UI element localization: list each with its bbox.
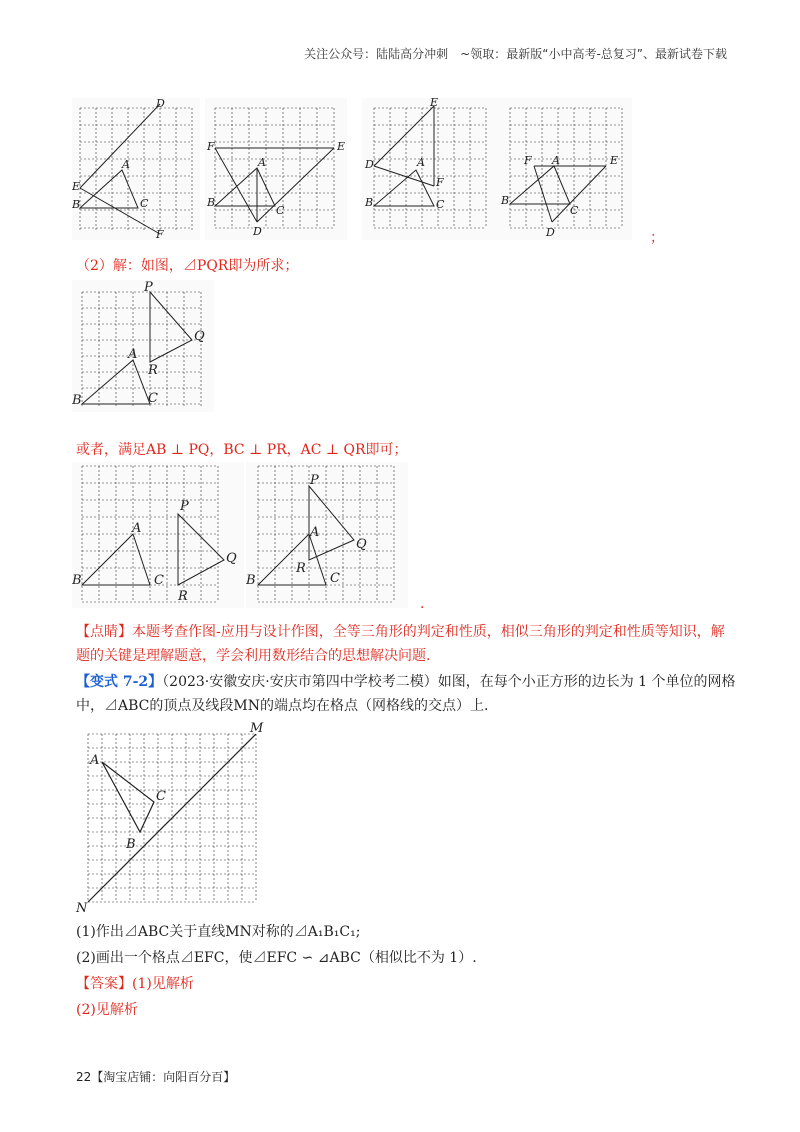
label-E: E — [430, 98, 439, 109]
label-P: P — [144, 280, 153, 295]
label-C: C — [330, 571, 340, 586]
part2-line1: （2）解：如图，⊿PQR即为所求； — [76, 258, 299, 274]
label-A: A — [90, 753, 100, 768]
label-F: F — [207, 140, 215, 153]
label-E: E — [610, 154, 619, 167]
label-Q: Q — [226, 551, 237, 566]
comment-text1: 本题考查作图-应用与设计作图，全等三角形的判定和性质，相似三角形的判定和性质等知识，解 — [132, 624, 725, 640]
label-F: F — [524, 154, 532, 167]
label-C: C — [436, 198, 445, 211]
answer-line1 — [76, 974, 194, 994]
label-Q: Q — [356, 537, 367, 552]
label-E: E — [72, 180, 81, 193]
answer-tag: 【答案】 — [76, 976, 132, 992]
comment-line1 — [76, 622, 736, 642]
comment-tag: 【点睛】 — [76, 624, 132, 640]
label-R: R — [148, 363, 158, 378]
figure-mn — [74, 720, 270, 916]
label-C: C — [154, 573, 164, 588]
figure-1 — [72, 98, 200, 240]
label-F: F — [436, 176, 444, 189]
label-F: F — [156, 228, 164, 240]
figure-alt-2 — [246, 462, 408, 608]
label-B: B — [72, 573, 82, 588]
label-Q: Q — [194, 329, 205, 344]
label-B: B — [72, 393, 82, 408]
question-2: (2)画出一个格点⊿EFC，使⊿EFC ∽ ⊿ABC（相似比不为 1）. — [76, 950, 477, 966]
page-footer — [76, 1068, 235, 1085]
label-D: D — [546, 226, 555, 239]
label-R: R — [178, 589, 188, 604]
label-A: A — [417, 156, 425, 169]
label-C: C — [140, 197, 149, 210]
label-B: B — [72, 198, 81, 211]
page-number: 22 — [76, 1070, 92, 1084]
answer-1: (1)见解析 — [132, 976, 194, 992]
label-A: A — [552, 154, 560, 167]
label-A: A — [258, 156, 266, 169]
variant-line1 — [76, 672, 736, 692]
variant-line2: 中，⊿ABC的顶点及线段MN的端点均在格点（网格线的交点）上. — [76, 698, 489, 714]
label-B: B — [207, 196, 216, 209]
label-E: E — [337, 140, 346, 153]
label-B: B — [501, 194, 510, 207]
label-C: C — [156, 789, 166, 804]
variant-tag: 【变式 7-2】 — [76, 674, 163, 690]
label-C: C — [148, 391, 158, 406]
label-C: C — [276, 204, 285, 217]
figure-alt-1 — [72, 462, 244, 608]
label-A: A — [122, 158, 130, 171]
label-A: A — [132, 521, 142, 536]
label-B: B — [246, 573, 256, 588]
figure-3 — [362, 98, 504, 240]
label-R: R — [296, 561, 306, 576]
figure-4 — [500, 98, 632, 240]
question-1: (1)作出⊿ABC关于直线MN对称的⊿A₁B₁C₁; — [76, 924, 361, 940]
label-P: P — [180, 499, 189, 514]
label-A: A — [310, 525, 320, 540]
shop-name: 【淘宝店铺：向阳百分百】 — [91, 1070, 236, 1084]
figure-pqr — [72, 280, 214, 412]
part2-line2: 或者，满足AB ⊥ PQ，BC ⊥ PR，AC ⊥ QR即可； — [76, 442, 408, 458]
label-A: A — [128, 347, 138, 362]
label-B: B — [126, 837, 136, 852]
label-B: B — [365, 196, 374, 209]
page-header: 关注公众号：陆陆高分冲刺 ~领取：最新版“小中高考-总复习”、最新试卷下载 — [304, 47, 727, 61]
part2-period: . — [420, 596, 425, 612]
label-D: D — [156, 98, 165, 110]
variant-text1: （2023·安徽安庆·安庆市第四中学校考二模）如图，在每个小正方形的边长为 1 个单位的网格 — [162, 674, 736, 690]
label-P: P — [310, 473, 319, 488]
answer-2: (2)见解析 — [76, 1002, 138, 1018]
label-D: D — [253, 225, 262, 238]
label-N: N — [76, 901, 88, 916]
label-M: M — [250, 721, 264, 736]
semicolon: ； — [650, 230, 664, 246]
comment-line2: 题的关键是理解题意，学会利用数形结合的思想解决问题. — [76, 648, 431, 664]
figure-2 — [205, 98, 347, 240]
label-C: C — [570, 204, 579, 217]
label-D: D — [365, 158, 374, 171]
